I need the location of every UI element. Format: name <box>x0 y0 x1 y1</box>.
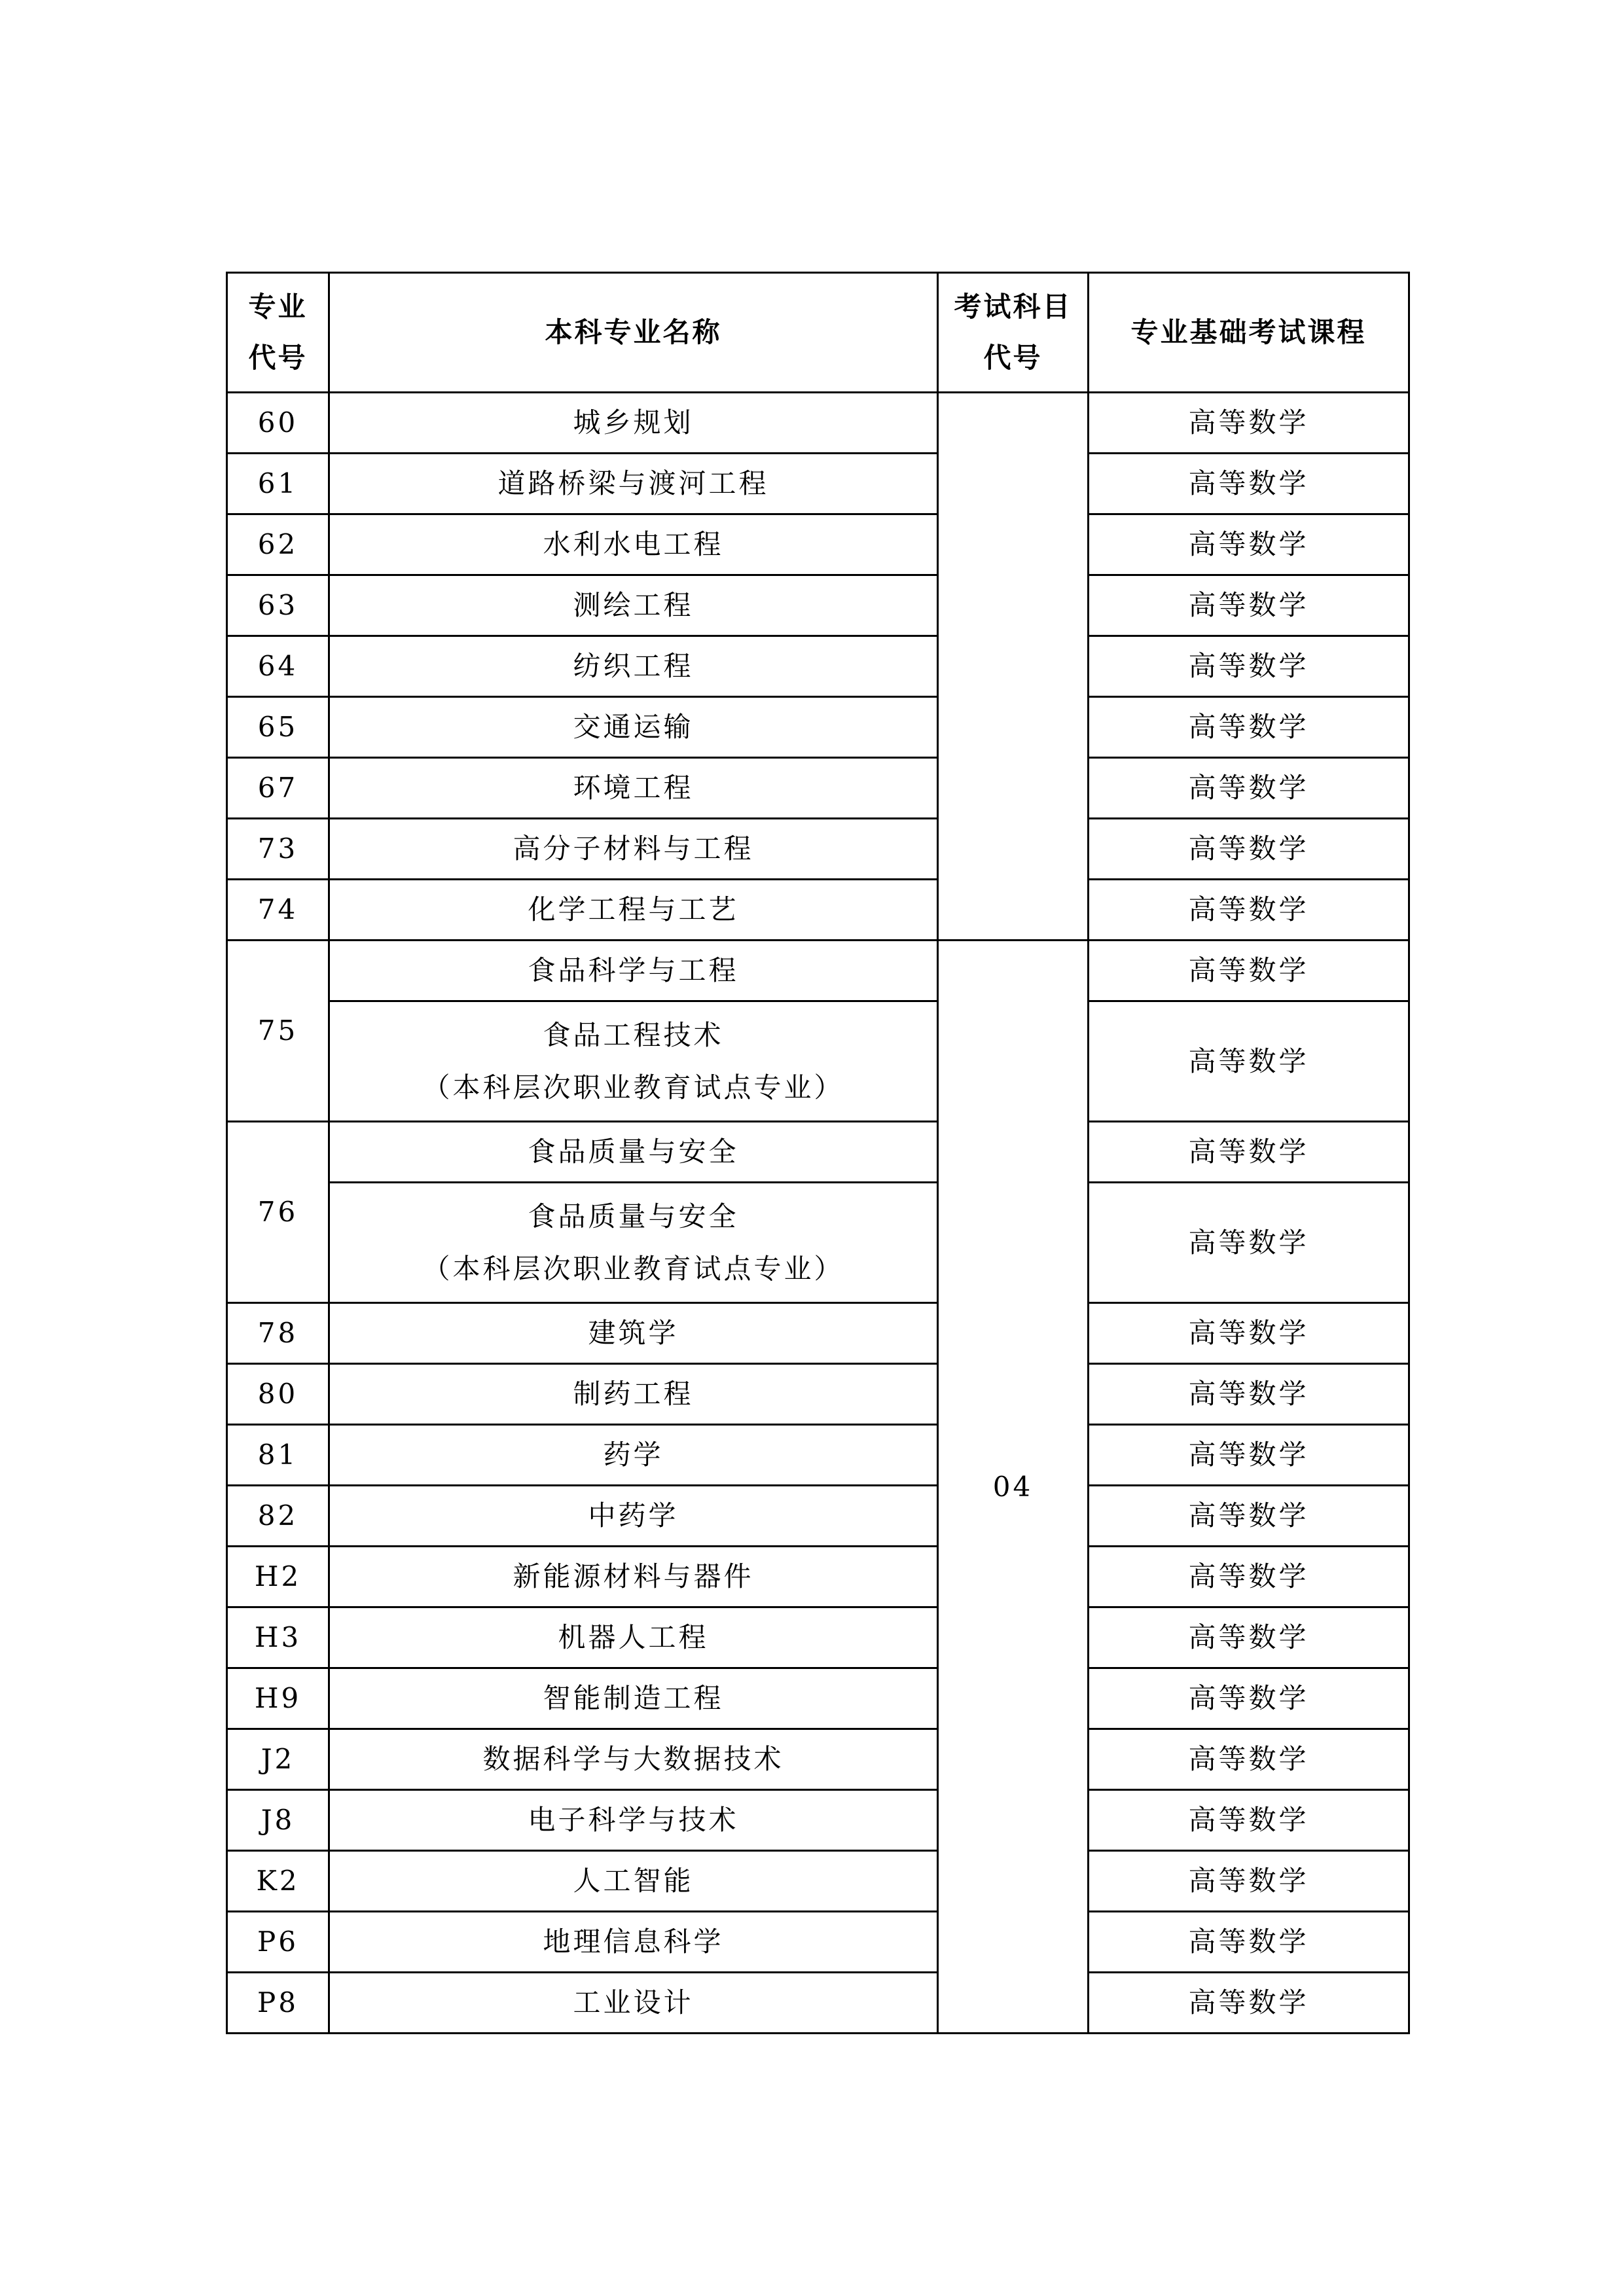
major-code: P8 <box>227 1973 329 2034</box>
table-row <box>227 1851 1409 1912</box>
exam-course: 高等数学 <box>1089 514 1409 575</box>
table-row <box>227 1001 1409 1122</box>
exam-course: 高等数学 <box>1089 1547 1409 1607</box>
major-code: 78 <box>227 1303 329 1364</box>
major-code: 82 <box>227 1486 329 1547</box>
exam-code-cell-group1 <box>938 393 1089 941</box>
major-name: 道路桥梁与渡河工程 <box>329 454 938 514</box>
major-code: H9 <box>227 1668 329 1729</box>
header-major-name: 本科专业名称 <box>329 273 938 393</box>
major-code: 62 <box>227 514 329 575</box>
major-name <box>329 1183 938 1303</box>
exam-course: 高等数学 <box>1089 819 1409 880</box>
table-row <box>227 1547 1409 1607</box>
major-name: 数据科学与大数据技术 <box>329 1729 938 1790</box>
exam-course: 高等数学 <box>1089 1122 1409 1183</box>
table-row <box>227 819 1409 880</box>
major-name-line1: 食品工程技术 <box>543 1018 724 1051</box>
major-name: 城乡规划 <box>329 393 938 454</box>
major-name-line1: 食品质量与安全 <box>528 1200 739 1232</box>
major-name: 高分子材料与工程 <box>329 819 938 880</box>
table-row <box>227 1303 1409 1364</box>
major-name: 机器人工程 <box>329 1607 938 1668</box>
table-row <box>227 1729 1409 1790</box>
major-code: 61 <box>227 454 329 514</box>
exam-course: 高等数学 <box>1089 880 1409 941</box>
header-exam-code-line2: 代号 <box>983 342 1043 374</box>
table-row <box>227 1364 1409 1425</box>
major-name: 电子科学与技术 <box>329 1790 938 1851</box>
table-row <box>227 454 1409 514</box>
major-code: 67 <box>227 758 329 819</box>
major-name <box>329 1001 938 1122</box>
major-code: 64 <box>227 636 329 697</box>
major-name: 制药工程 <box>329 1364 938 1425</box>
header-major-code-line2: 代号 <box>248 342 308 374</box>
exam-course: 高等数学 <box>1089 1486 1409 1547</box>
table-row <box>227 1183 1409 1303</box>
major-name: 智能制造工程 <box>329 1668 938 1729</box>
major-name: 交通运输 <box>329 697 938 758</box>
major-name: 中药学 <box>329 1486 938 1547</box>
exam-course: 高等数学 <box>1089 697 1409 758</box>
exam-course: 高等数学 <box>1089 1851 1409 1912</box>
exam-course: 高等数学 <box>1089 1607 1409 1668</box>
table-row <box>227 1668 1409 1729</box>
major-code: 81 <box>227 1425 329 1486</box>
major-code: 75 <box>227 941 329 1122</box>
major-name: 食品质量与安全 <box>329 1122 938 1183</box>
major-code: H3 <box>227 1607 329 1668</box>
major-name: 地理信息科学 <box>329 1912 938 1973</box>
table-row <box>227 636 1409 697</box>
exam-course: 高等数学 <box>1089 454 1409 514</box>
header-exam-code <box>938 273 1089 393</box>
table-row <box>227 1973 1409 2034</box>
exam-course: 高等数学 <box>1089 393 1409 454</box>
table-row <box>227 1486 1409 1547</box>
major-code: 74 <box>227 880 329 941</box>
exam-course: 高等数学 <box>1089 1790 1409 1851</box>
table-row <box>227 393 1409 454</box>
table-row <box>227 758 1409 819</box>
major-code: 76 <box>227 1122 329 1303</box>
exam-course: 高等数学 <box>1089 1303 1409 1364</box>
exam-code-cell-group2: 04 <box>938 941 1089 2034</box>
table-row <box>227 1607 1409 1668</box>
major-name: 新能源材料与器件 <box>329 1547 938 1607</box>
exam-course: 高等数学 <box>1089 1912 1409 1973</box>
table-row <box>227 1425 1409 1486</box>
major-name: 环境工程 <box>329 758 938 819</box>
exam-course: 高等数学 <box>1089 1973 1409 2034</box>
major-name: 建筑学 <box>329 1303 938 1364</box>
header-exam-code-line1: 考试科目 <box>954 291 1072 323</box>
exam-course: 高等数学 <box>1089 636 1409 697</box>
exam-course: 高等数学 <box>1089 1729 1409 1790</box>
major-name: 药学 <box>329 1425 938 1486</box>
major-name-line2: （本科层次职业教育试点专业） <box>422 1252 844 1285</box>
exam-course: 高等数学 <box>1089 1183 1409 1303</box>
table-header-row <box>227 273 1409 393</box>
major-code: 65 <box>227 697 329 758</box>
table-row <box>227 941 1409 1001</box>
major-code: K2 <box>227 1851 329 1912</box>
major-code: J2 <box>227 1729 329 1790</box>
major-code: P6 <box>227 1912 329 1973</box>
header-major-code-line1: 专业 <box>248 291 308 323</box>
table-row <box>227 1790 1409 1851</box>
major-code: J8 <box>227 1790 329 1851</box>
major-code: H2 <box>227 1547 329 1607</box>
exam-course: 高等数学 <box>1089 758 1409 819</box>
majors-exam-table <box>226 272 1410 2034</box>
major-code: 73 <box>227 819 329 880</box>
table-row <box>227 1912 1409 1973</box>
header-major-code <box>227 273 329 393</box>
table-row <box>227 1122 1409 1183</box>
major-name-line2: （本科层次职业教育试点专业） <box>422 1071 844 1103</box>
exam-course: 高等数学 <box>1089 1668 1409 1729</box>
table-row <box>227 575 1409 636</box>
major-name: 纺织工程 <box>329 636 938 697</box>
table-row <box>227 880 1409 941</box>
major-code: 80 <box>227 1364 329 1425</box>
major-name: 食品科学与工程 <box>329 941 938 1001</box>
exam-course: 高等数学 <box>1089 1001 1409 1122</box>
exam-course: 高等数学 <box>1089 941 1409 1001</box>
table-row <box>227 514 1409 575</box>
header-exam-course: 专业基础考试课程 <box>1089 273 1409 393</box>
major-name: 测绘工程 <box>329 575 938 636</box>
major-code: 63 <box>227 575 329 636</box>
major-name: 人工智能 <box>329 1851 938 1912</box>
exam-course: 高等数学 <box>1089 1425 1409 1486</box>
major-name: 水利水电工程 <box>329 514 938 575</box>
major-code: 60 <box>227 393 329 454</box>
exam-course: 高等数学 <box>1089 1364 1409 1425</box>
major-name: 化学工程与工艺 <box>329 880 938 941</box>
major-name: 工业设计 <box>329 1973 938 2034</box>
exam-course: 高等数学 <box>1089 575 1409 636</box>
table-row <box>227 697 1409 758</box>
